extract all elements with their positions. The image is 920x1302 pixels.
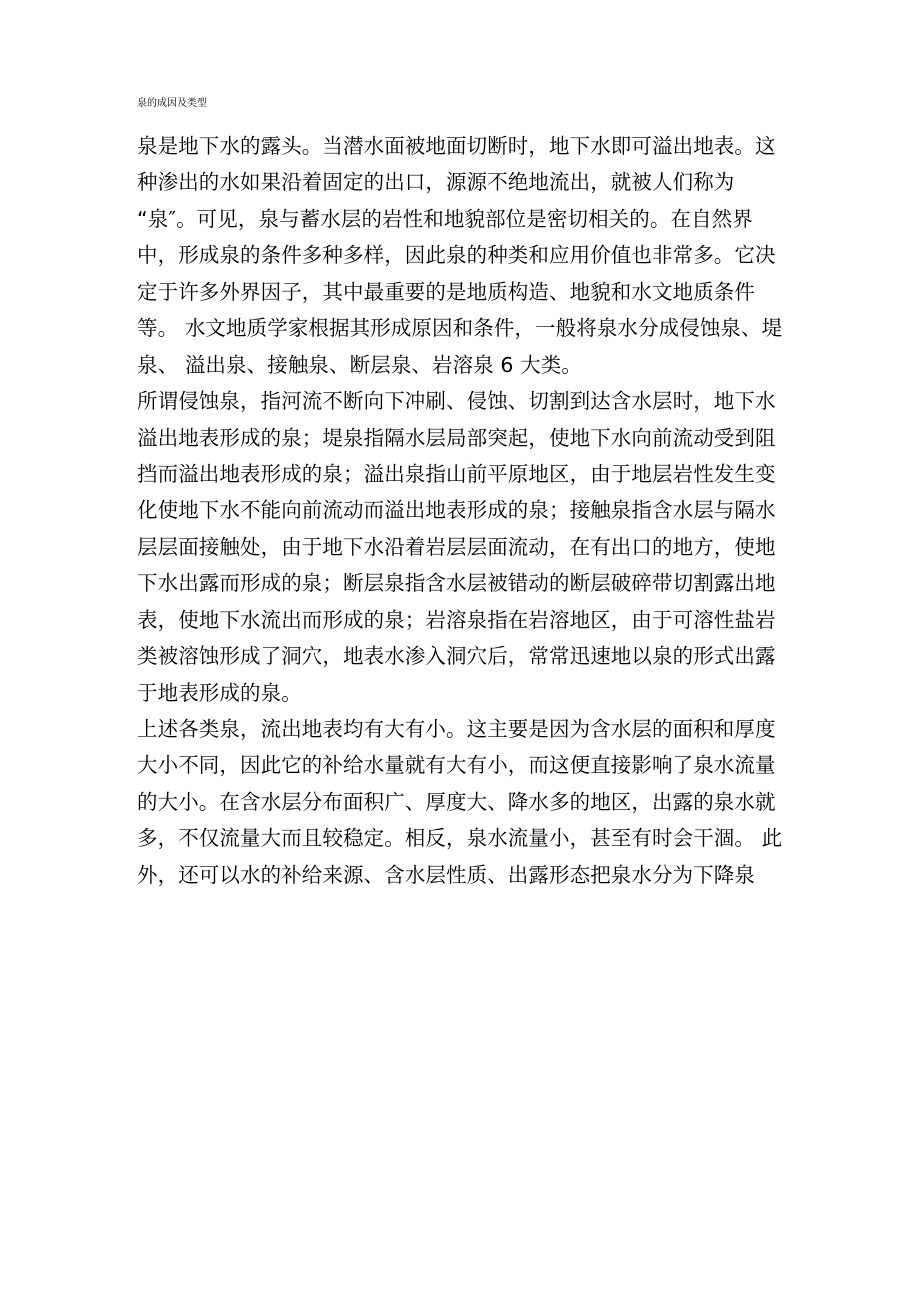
text-line: 等。 水文地质学家根据其形成原因和条件，一般将泉水分成侵蚀泉、堤 xyxy=(137,316,783,341)
text-line: 多，不仅流量大而且较稳定。相反，泉水流量小，甚至有时会干涸。 此 xyxy=(137,826,783,851)
text-line: 表，使地下水流出而形成的泉；岩溶泉指在岩溶地区，由于可溶性盐岩 xyxy=(137,607,776,632)
text-line: “泉″。可见，泉与蓄水层的岩性和地貌部位是密切相关的。在自然界 xyxy=(137,206,753,231)
document-title: 泉的成因及类型 xyxy=(137,98,207,109)
text-line: 下水出露而形成的泉；断层泉指含水层被错动的断层破碎带切割露出地 xyxy=(137,571,776,596)
text-line: 于地表形成的泉。 xyxy=(137,680,302,705)
text-line: 层层面接触处，由于地下水沿着岩层层面流动，在有出口的地方，使地 xyxy=(137,534,776,559)
text-line: 所谓侵蚀泉，指河流不断向下冲刷、侵蚀、切割到达含水层时，地下水 xyxy=(137,389,776,414)
text-line: 上述各类泉，流出地表均有大有小。这主要是因为含水层的面积和厚度 xyxy=(137,717,776,741)
text-line: 中，形成泉的条件多种多样，因此泉的种类和应用价值也非常多。它决 xyxy=(137,243,776,268)
text-line: 定于许多外界因子，其中最重要的是地质构造、地貌和水文地质条件 xyxy=(137,279,755,304)
text-line: 溢出地表形成的泉；堤泉指隔水层局部突起，使地下水向前流动受到阻 xyxy=(137,425,776,450)
text-line: 类被溶蚀形成了洞穴，地表水渗入洞穴后，常常迅速地以泉的形式出露 xyxy=(137,644,776,669)
text-line: 化使地下水不能向前流动而溢出地表形成的泉；接触泉指含水层与隔水 xyxy=(137,498,776,523)
text-line: 大小不同，因此它的补给水量就有大有小，而这便直接影响了泉水流量 xyxy=(137,753,776,778)
text-line: 挡而溢出地表形成的泉；溢出泉指山前平原地区，由于地层岩性发生变 xyxy=(137,461,776,486)
text-line: 的大小。在含水层分布面积广、厚度大、降水多的地区，出露的泉水就 xyxy=(137,789,776,814)
document-body xyxy=(137,128,797,893)
text-line: 泉、 溢出泉、接触泉、断层泉、岩溶泉 6 大类。 xyxy=(137,352,582,377)
text-line: 泉是地下水的露头。当潜水面被地面切断时，地下水即可溢出地表。这 xyxy=(137,134,776,158)
text-line: 外，还可以水的补给来源、含水层性质、出露形态把泉水分为下降泉 xyxy=(137,862,755,887)
text-line: 种渗出的水如果沿着固定的出口，源源不绝地流出，就被人们称为 xyxy=(137,170,735,195)
